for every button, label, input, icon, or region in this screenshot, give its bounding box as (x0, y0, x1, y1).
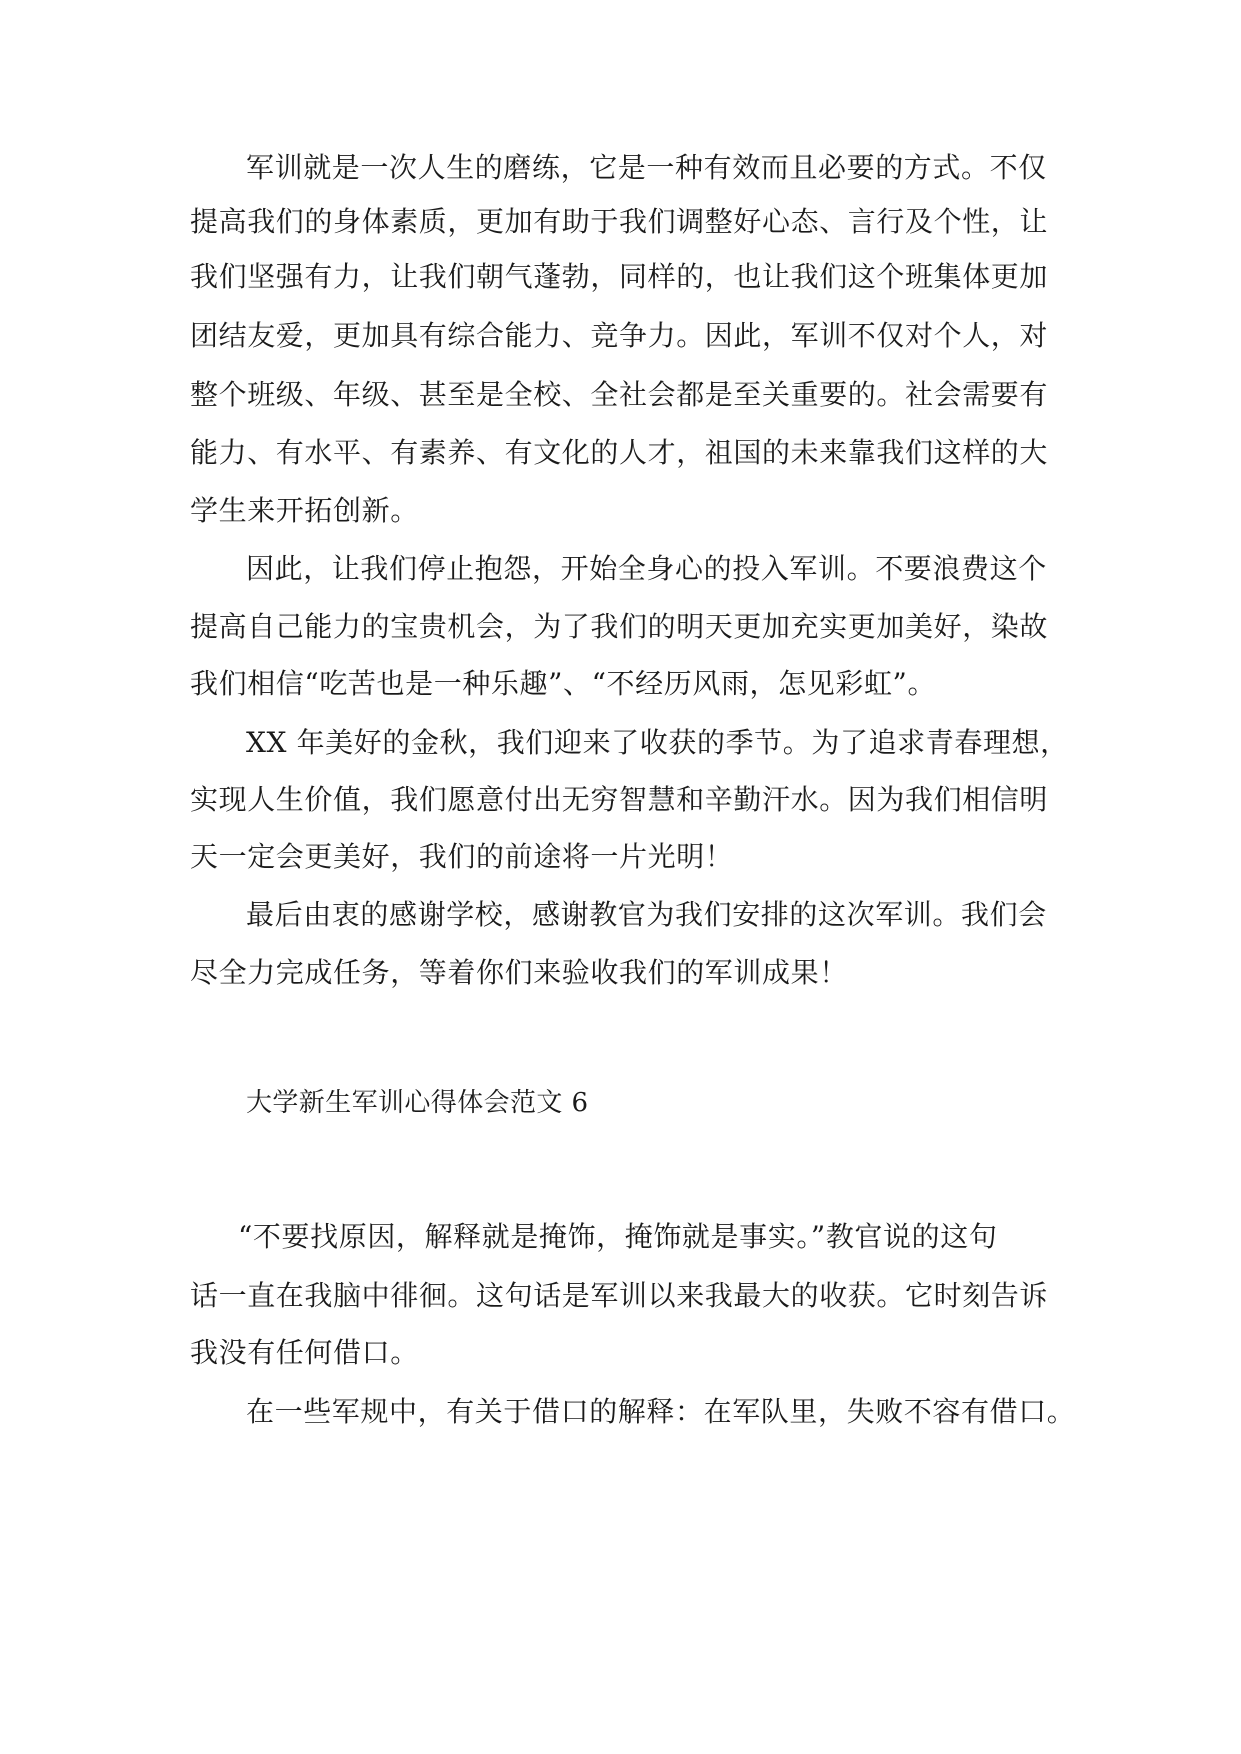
paragraph-line: 天一定会更美好，我们的前途将一片光明！ (190, 840, 734, 873)
paragraph-line: 实现人生价值，我们愿意付出无穷智慧和辛勤汗水。因为我们相信明 (190, 783, 1049, 816)
paragraph-line: 在一些军规中，有关于借口的解释：在军队里，失败不容有借口。 (246, 1395, 1076, 1428)
paragraph-line: 话一直在我脑中徘徊。这句话是军训以来我最大的收获。它时刻告诉 (190, 1279, 1049, 1312)
paragraph-line: “不要找原因，解释就是掩饰，掩饰就是事实。”教官说的这句 (238, 1220, 998, 1253)
section-heading: 大学新生军训心得体会范文 6 (246, 1088, 589, 1118)
paragraph-line: 我们坚强有力，让我们朝气蓬勃，同样的，也让我们这个班集体更加 (190, 260, 1049, 293)
paragraph-line: 军训就是一次人生的磨练，它是一种有效而且必要的方式。不仅 (246, 151, 1047, 184)
paragraph-line: XX 年美好的金秋，我们迎来了收获的季节。为了追求青春理想， (246, 726, 1069, 759)
paragraph-line: 提高自己能力的宝贵机会，为了我们的明天更加充实更加美好，染故 (190, 610, 1049, 643)
paragraph-line: 因此，让我们停止抱怨，开始全身心的投入军训。不要浪费这个 (246, 552, 1047, 585)
paragraph-line: 我没有任何借口。 (190, 1336, 419, 1369)
paragraph-line: 团结友爱，更加具有综合能力、竞争力。因此，军训不仅对个人，对 (190, 319, 1049, 352)
paragraph-line: 整个班级、年级、甚至是全校、全社会都是至关重要的。社会需要有 (190, 378, 1049, 411)
paragraph-line: 学生来开拓创新。 (190, 494, 419, 527)
paragraph-line: 能力、有水平、有素养、有文化的人才，祖国的未来靠我们这样的大 (190, 436, 1049, 469)
paragraph-line: 我们相信“吃苦也是一种乐趣”、“不经历风雨，怎见彩虹”。 (190, 667, 937, 700)
paragraph-line: 最后由衷的感谢学校，感谢教官为我们安排的这次军训。我们会 (246, 898, 1047, 931)
paragraph-line: 提高我们的身体素质，更加有助于我们调整好心态、言行及个性，让 (190, 205, 1049, 238)
paragraph-line: 尽全力完成任务，等着你们来验收我们的军训成果！ (190, 956, 848, 989)
